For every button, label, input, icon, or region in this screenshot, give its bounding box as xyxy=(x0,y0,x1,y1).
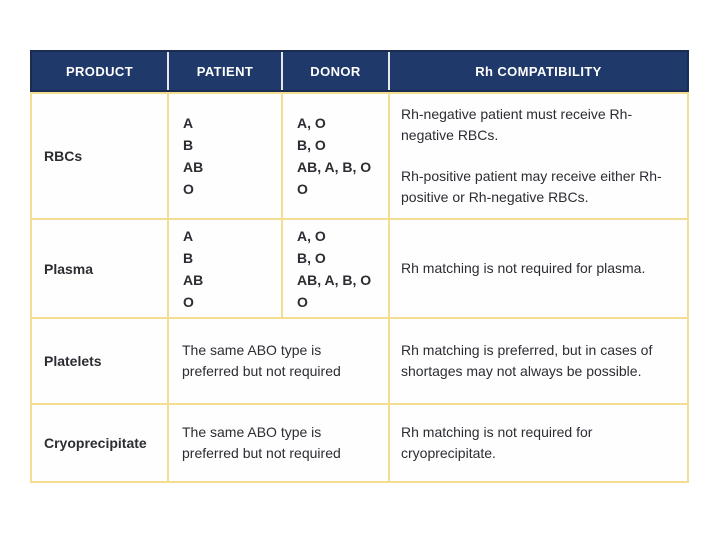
product-cell-cryoprecipitate: Cryoprecipitate xyxy=(32,405,167,481)
rh-cell-cryoprecipitate xyxy=(390,405,687,481)
donor-line: O xyxy=(297,293,308,310)
donor-line: AB, A, B, O xyxy=(297,271,372,288)
patient-cell-plasma xyxy=(169,220,281,317)
abo-note-cell-cryoprecipitate: The same ABO type is preferred but not required xyxy=(169,405,388,481)
patient-line: O xyxy=(183,293,194,310)
donor-cell-rbcs xyxy=(283,94,388,218)
rh-paragraph: Rh matching is preferred, but in cases of shortages may not always be possible. xyxy=(401,342,653,379)
product-cell-plasma: Plasma xyxy=(32,220,167,317)
abo-note-cell-platelets: The same ABO type is preferred but not required xyxy=(169,319,388,403)
patient-line: A xyxy=(183,227,194,244)
table-body xyxy=(30,92,689,483)
header-donor: DONOR xyxy=(283,52,388,90)
rh-paragraph: Rh-negative patient must receive Rh-negative RBCs. xyxy=(401,106,633,143)
patient-line: B xyxy=(183,137,194,153)
patient-line: B xyxy=(183,249,194,266)
header-rh-compatibility: Rh COMPATIBILITY xyxy=(390,52,687,90)
rh-cell-rbcs xyxy=(390,94,687,218)
product-cell-rbcs: RBCs xyxy=(32,94,167,218)
donor-line: B, O xyxy=(297,249,326,266)
product-cell-platelets: Platelets xyxy=(32,319,167,403)
header-product: PRODUCT xyxy=(32,52,167,90)
donor-line: AB, A, B, O xyxy=(297,159,372,175)
rh-paragraph: Rh-positive patient may receive either Rh-positive or Rh-negative RBCs. xyxy=(401,168,662,205)
header-patient: PATIENT xyxy=(169,52,281,90)
table-header-row xyxy=(30,50,689,92)
donor-line: B, O xyxy=(297,137,326,153)
donor-line: A, O xyxy=(297,227,326,244)
patient-line: AB xyxy=(183,271,204,288)
donor-line: O xyxy=(297,181,308,197)
patient-line: AB xyxy=(183,159,204,175)
rh-cell-plasma xyxy=(390,220,687,317)
rh-paragraph: Rh matching is not required for cryoprecipitate. xyxy=(401,424,593,461)
blood-compatibility-table xyxy=(30,50,689,483)
patient-line: A xyxy=(183,115,194,131)
donor-line: A, O xyxy=(297,115,326,131)
patient-line: O xyxy=(183,181,194,197)
patient-cell-rbcs xyxy=(169,94,281,218)
donor-cell-plasma xyxy=(283,220,388,317)
rh-cell-platelets xyxy=(390,319,687,403)
rh-paragraph: Rh matching is not required for plasma. xyxy=(401,260,646,276)
